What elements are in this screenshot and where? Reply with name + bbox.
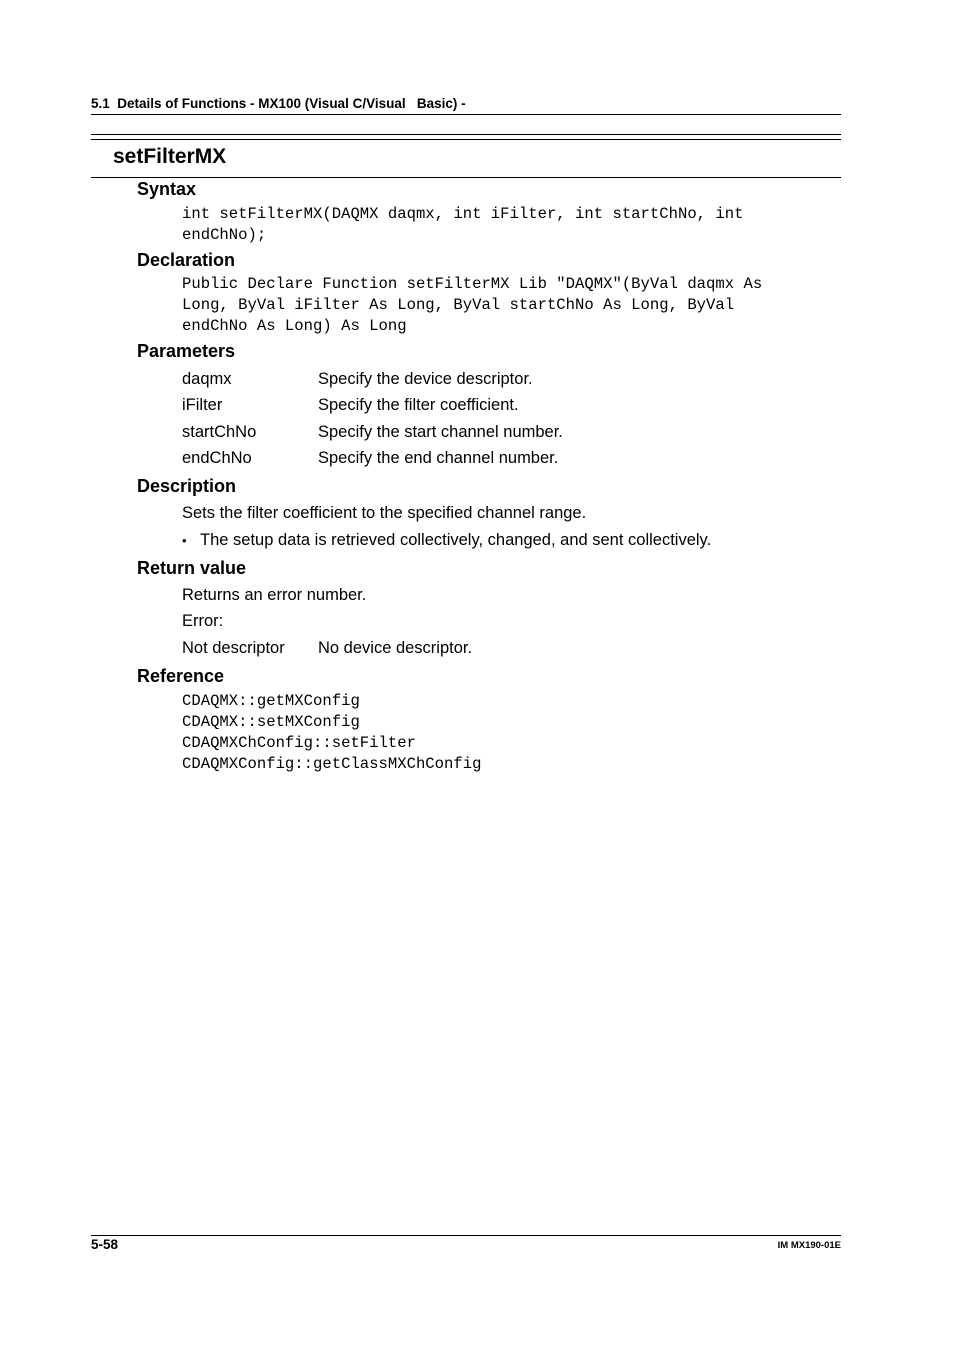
- footer-rule: [91, 1235, 841, 1236]
- return-value-heading: Return value: [137, 558, 247, 578]
- param-name-daqmx: daqmx: [182, 370, 232, 388]
- header-rule: [91, 114, 841, 115]
- error-desc: No device descriptor.: [318, 639, 473, 657]
- error-name: Not descriptor: [182, 639, 285, 657]
- title-rule-bottom: [91, 177, 841, 178]
- param-desc-endchno: Specify the end channel number.: [318, 449, 559, 467]
- return-value-text: Returns an error number.: [182, 586, 367, 604]
- description-bullet: The setup data is retrieved collectively, changed, and sent collectively.: [200, 531, 712, 549]
- document-id: IM MX190-01E: [777, 1240, 841, 1251]
- function-title: setFilterMX: [113, 145, 227, 168]
- reference-code: CDAQMX::getMXConfig CDAQMX::setMXConfig CDAQMXChConfig::setFilter CDAQMXConfig::getClassMXChConfig: [182, 692, 482, 773]
- description-bullet-mark: •: [182, 533, 187, 548]
- param-name-ifilter: iFilter: [182, 396, 223, 414]
- running-header: 5.1 Details of Functions - MX100 (Visual C/Visual Basic) -: [91, 96, 466, 111]
- page-number: 5-58: [91, 1237, 119, 1252]
- param-desc-ifilter: Specify the filter coefficient.: [318, 396, 519, 414]
- syntax-heading: Syntax: [137, 179, 197, 199]
- reference-heading: Reference: [137, 666, 225, 686]
- param-name-endchno: endChNo: [182, 449, 252, 467]
- param-name-startchno: startChNo: [182, 423, 257, 441]
- syntax-code: int setFilterMX(DAQMX daqmx, int iFilter, int startChNo, int endChNo);: [182, 205, 744, 244]
- param-desc-startchno: Specify the start channel number.: [318, 423, 563, 441]
- declaration-heading: Declaration: [137, 250, 236, 270]
- description-heading: Description: [137, 476, 237, 496]
- description-text: Sets the filter coefficient to the specified channel range.: [182, 504, 587, 522]
- declaration-code: Public Declare Function setFilterMX Lib "DAQMX"(ByVal daqmx As Long, ByVal iFilter As Long, ByVal startChNo As Long, ByVal endChNo As Long) As Long: [182, 275, 763, 335]
- title-rule-top-1: [91, 134, 841, 135]
- parameters-heading: Parameters: [137, 341, 236, 361]
- title-rule-top-2: [91, 139, 841, 140]
- error-label: Error:: [182, 612, 224, 630]
- param-desc-daqmx: Specify the device descriptor.: [318, 370, 533, 388]
